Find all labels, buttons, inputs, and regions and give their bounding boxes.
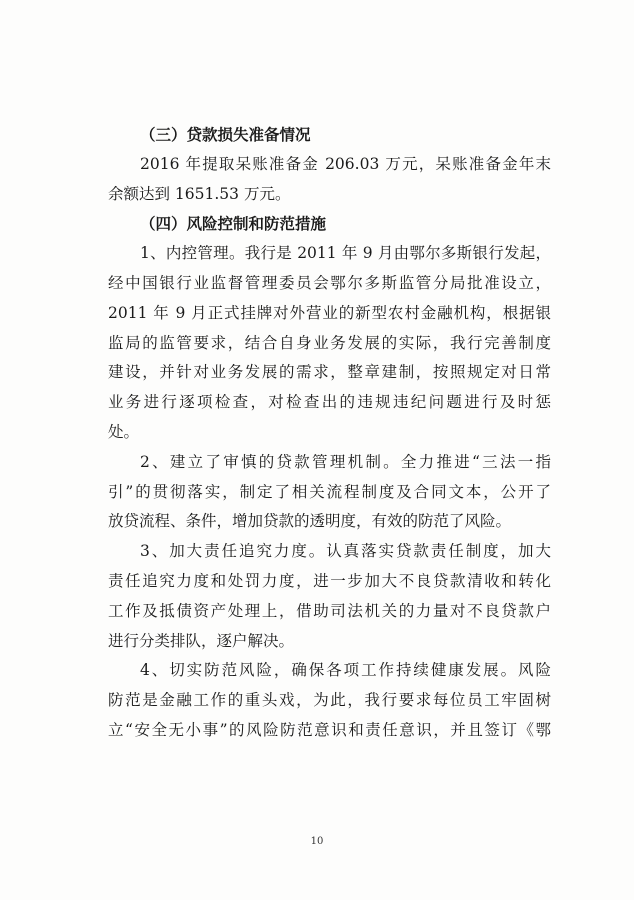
paragraph-line: 进行分类排队，逐户解决。: [108, 631, 295, 650]
paragraph-line: 2011 年 9 月正式挂牌对外营业的新型农村金融机构，根据银: [108, 303, 551, 322]
paragraph-line: 处。: [108, 422, 140, 441]
page-number: 10: [310, 836, 324, 847]
paragraph-line: 防范是金融工作的重头戏，为此，我行要求每位员工牢固树: [108, 691, 551, 710]
document-body: [108, 120, 551, 746]
section-heading-loan-loss-provision: （三）贷款损失准备情况: [140, 125, 311, 144]
paragraph-line: 经中国银行业监督管理委员会鄂尔多斯监管分局批准设立，: [108, 273, 551, 292]
paragraph-line: 1、内控管理。我行是 2011 年 9 月由鄂尔多斯银行发起，: [140, 244, 551, 263]
paragraph-line: 2、建立了审慎的贷款管理机制。全力推进“三法一指: [140, 452, 551, 471]
paragraph-line: 余额达到 1651.53 万元。: [108, 184, 291, 203]
paragraph-line: 监局的监管要求，结合自身业务发展的实际，我行完善制度: [108, 333, 551, 352]
paragraph-line: 责任追究力度和处罚力度，进一步加大不良贷款清收和转化: [108, 571, 551, 590]
section-heading-risk-control: （四）风险控制和防范措施: [140, 214, 327, 234]
paragraph-line: 2016 年提取呆账准备金 206.03 万元，呆账准备金年末: [140, 154, 551, 173]
paragraph-line: 3、加大责任追究力度。认真落实贷款责任制度，加大: [140, 542, 551, 561]
paragraph-line: 建设，并针对业务发展的需求，整章建制，按照规定对日常: [108, 363, 551, 382]
paragraph-line: 工作及抵债资产处理上，借助司法机关的力量对不良贷款户: [108, 601, 551, 620]
paragraph-line: 放贷流程、条件，增加贷款的透明度，有效的防范了风险。: [108, 512, 512, 531]
paragraph-line: 立“安全无小事”的风险防范意识和责任意识，并且签订《鄂: [108, 720, 551, 739]
paragraph-line: 业务进行逐项检查，对检查出的违规违纪问题进行及时惩: [108, 393, 551, 412]
paragraph-line: 4、切实防范风险，确保各项工作持续健康发展。风险: [140, 661, 551, 680]
paragraph-line: 引”的贯彻落实，制定了相关流程制度及合同文本，公开了: [108, 482, 551, 501]
